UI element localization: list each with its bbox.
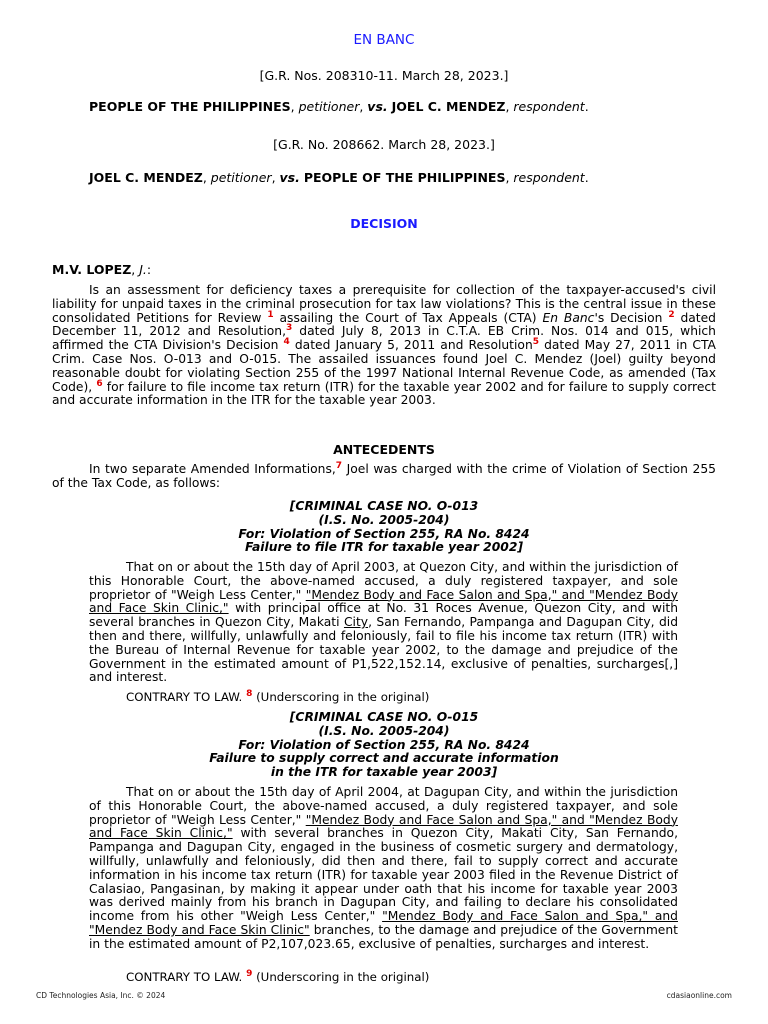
case-parties-2: JOEL C. MENDEZ, petitioner, vs. PEOPLE OF THE PHILIPPINES, respondent. <box>89 170 589 185</box>
case-caption-o013: [CRIMINAL CASE NO. O-013 (I.S. No. 2005-204) For: Violation of Section 255, RA No. 8424 Failure to file ITR for taxable year 2002] <box>238 499 530 555</box>
versus-label: vs. <box>279 170 300 185</box>
contrary-to-law-1: CONTRARY TO LAW. $^8$ (Underscoring in the original) <box>126 689 430 704</box>
footnote-link[interactable]: 4 <box>283 337 290 348</box>
case-number-1: [G.R. Nos. 208310-11. March 28, 2023.] <box>259 68 509 83</box>
paragraph-1: Is an assessment for deficiency taxes a prerequisite for collection of the taxpayer-accused's civil liability for unpaid taxes in the criminal prosecution for tax law violations? This is the central issue in these consolidated Petitions for Review $^1$ assailing the Court of Tax Appeals (CTA) En Banc's Decision $^2$ dated December 11, 2012 and Resolution,$^3$ dated July 8, 2013 in C.T.A. EB Crim. Nos. 014 and 015, which affirmed the CTA Division's Decision $^4$ dated January 5, 2011 and Resolution$^5$ dated May 27, 2011 in CTA Crim. Case Nos. O-013 and O-015. The assailed issuances found Joel C. Mendez (Joel) guilty beyond reasonable doubt for violating Section 255 of the 1997 National Internal Revenue Code, as amended (Tax Code), $^6$ for failure to file income tax return (ITR) for the taxable year 2002 and for failure to supply correct and accurate information in the ITR for the taxable year 2003. <box>52 283 716 408</box>
versus-label: vs. <box>367 99 388 114</box>
footnote-link[interactable]: 9 <box>246 969 253 980</box>
footnote-link[interactable]: 7 <box>335 460 343 471</box>
party-role: petitioner <box>298 99 360 114</box>
case-number-2: [G.R. No. 208662. March 28, 2023.] <box>273 137 495 152</box>
paragraph-2: In two separate Amended Informations,$^7$ Joel was charged with the crime of Violation of Section 255 of the Tax Code, as follows: <box>52 460 716 490</box>
party-role: respondent <box>513 170 585 185</box>
decision-title: DECISION <box>350 216 418 231</box>
party-name: PEOPLE OF THE PHILIPPINES <box>89 99 291 114</box>
court-division: EN BANC <box>353 32 415 48</box>
information-o013: That on or about the 15th day of April 2003, at Quezon City, and within the jurisdiction of this Honorable Court, the above-named accused, a duly registered taxpayer, and sole proprietor of "Weigh Less Center," "Mendez Body and Face Salon and Spa," and "Mendez Body and Face Skin Clinic," with principal office at No. 31 Roces Avenue, Quezon City, and with several branches in Quezon City, Makati City, San Fernando, Pampanga and Dagupan City, did then and there, willfully, unlawfully and feloniously, fail to file his income tax return (ITR) with the Bureau of Internal Revenue for taxable year 2002, to the damage and prejudice of the Government in the estimated amount of P1,522,152.14, exclusive of penalties, surcharges[,] and interest. <box>89 560 678 685</box>
footer-copyright: CD Technologies Asia, Inc. © 2024 <box>36 991 166 1000</box>
footnote-link[interactable]: 2 <box>668 309 675 320</box>
ponente-name: M.V. LOPEZ <box>52 262 132 277</box>
footnote-link[interactable]: 8 <box>246 689 253 700</box>
party-role: petitioner <box>210 170 272 185</box>
contrary-to-law-2: CONTRARY TO LAW. $^9$ (Underscoring in the original) <box>126 969 430 984</box>
information-o015: That on or about the 15th day of April 2004, at Dagupan City, and within the jurisdiction of this Honorable Court, the above-named accused, a duly registered taxpayer, and sole proprietor of "Weigh Less Center," "Mendez Body and Face Salon and Spa," and "Mendez Body and Face Skin Clinic," with several branches in Quezon City, Makati City, San Fernando, Pampanga and Dagupan City, engaged in the business of cosmetic surgery and dermatology, willfully, unlawfully and feloniously, did then and there, fail to supply correct and accurate information in his income tax return (ITR) for taxable year 2003 filed in the Revenue District of Calasiao, Pangasinan, by making it appear under oath that his income for taxable year 2003 was derived mainly from his branch in Dagupan City, and failing to declare his consolidated income from his other "Weigh Less Center," "Mendez Body and Face Salon and Spa," and "Mendez Body and Face Skin Clinic" branches, to the damage and prejudice of the Government in the estimated amount of P2,107,023.65, exclusive of penalties, surcharges and interest. <box>89 785 678 951</box>
footnote-link[interactable]: 1 <box>267 309 274 320</box>
antecedents-heading: ANTECEDENTS <box>333 442 435 457</box>
party-role: respondent <box>513 99 585 114</box>
case-caption-o015: [CRIMINAL CASE NO. O-015 (I.S. No. 2005-204) For: Violation of Section 255, RA No. 8424 Failure to supply correct and accurate information in the ITR for taxable year 2003] <box>209 710 559 780</box>
ponente-title: J. <box>139 262 147 277</box>
footer-site[interactable]: cdasiaonline.com <box>666 991 732 1000</box>
ponente: M.V. LOPEZ, J.: <box>52 262 152 277</box>
footnote-link[interactable]: 6 <box>96 378 103 389</box>
party-name: JOEL C. MENDEZ <box>89 170 203 185</box>
case-parties-1: PEOPLE OF THE PHILIPPINES, petitioner, vs. JOEL C. MENDEZ, respondent. <box>89 99 589 114</box>
footnote-link[interactable]: 5 <box>532 337 540 348</box>
party-name: JOEL C. MENDEZ <box>391 99 506 114</box>
footnote-link[interactable]: 3 <box>286 323 293 334</box>
party-name: PEOPLE OF THE PHILIPPINES <box>303 170 506 185</box>
